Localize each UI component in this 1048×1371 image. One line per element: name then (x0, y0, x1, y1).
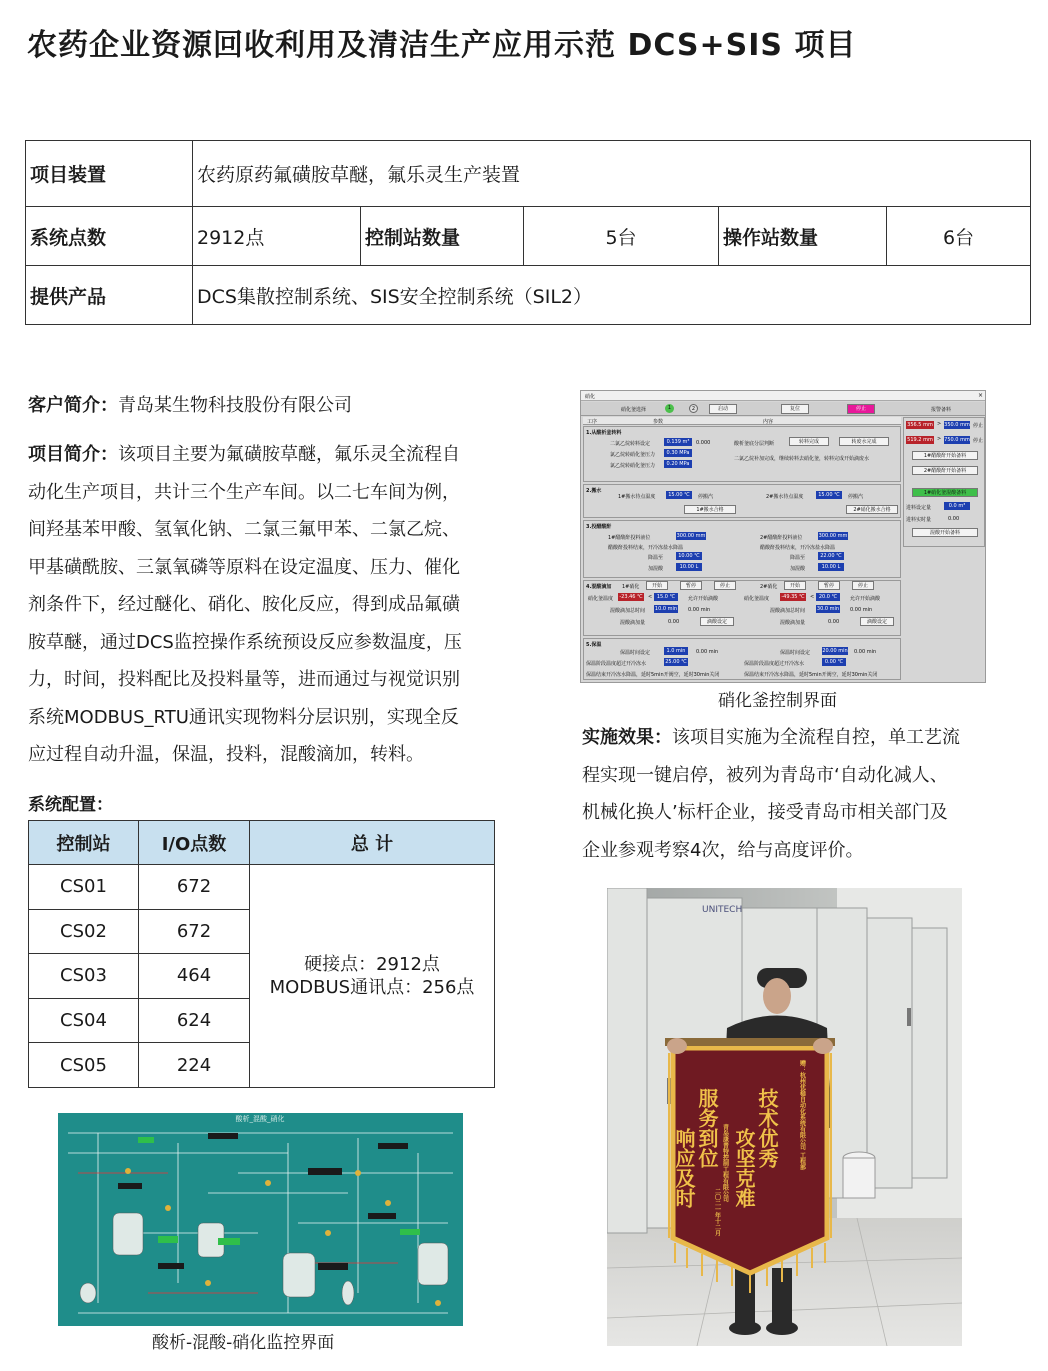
hmi-button[interactable]: 滴酸设定 (860, 617, 894, 626)
hmi-label: 停搬汽 (848, 494, 864, 500)
hmi-stop-button[interactable]: 停止 (714, 581, 736, 590)
hmi-reactor-2[interactable]: 2 (689, 404, 698, 413)
scada-title: 酸析_混酸_硝化 (235, 1115, 285, 1123)
hmi-value[interactable]: 0.0 m³ (944, 502, 970, 510)
hmi-value[interactable]: 10.0 min (654, 606, 678, 612)
hmi-label: 氯乙烷转硝化釜压力 (610, 463, 656, 469)
hmi-value[interactable]: 10.00 ℃ (676, 552, 702, 560)
hmi-stop-button[interactable]: 停止 (852, 581, 874, 590)
hmi-label: 加混酸 (790, 566, 806, 572)
project-line: 系统MODBUS_RTU通讯实现物料分层识别，实现全反 (28, 706, 459, 728)
hmi-section-water (583, 484, 901, 518)
hmi-label: < (810, 594, 815, 600)
hmi-start-button[interactable]: 开始 (646, 581, 668, 590)
io-cell: 464 (139, 954, 250, 999)
hmi-pause-button[interactable]: 暂停 (818, 581, 840, 590)
system-config-table (28, 820, 495, 1088)
project-line: 胺草醚，通过DCS监控操作系统预设反应参数温度，压 (28, 631, 462, 653)
table-row (29, 865, 495, 910)
hmi-label: 混酸滴加总时间 (770, 608, 806, 614)
hmi-side-panel (903, 417, 985, 547)
hmi-label: > (937, 436, 942, 442)
hmi-label: 酸析釜底分层判断 (734, 441, 775, 447)
hmi-section-anhydride (583, 520, 901, 578)
hmi-value[interactable]: 25.00 ℃ (665, 659, 687, 665)
hmi-button[interactable]: 2#醋酸酐开始备料 (912, 466, 978, 475)
hmi-status-label: 硝化釜选择 (621, 407, 647, 413)
hmi-label: 1#硝化 (622, 584, 640, 590)
io-cell: 224 (139, 1043, 250, 1088)
banner-from: 青岛康普特控制工程有限公司 (721, 1124, 729, 1202)
hmi-value[interactable]: 300.00 mm (676, 533, 706, 539)
hmi-value[interactable]: 20.00 min (822, 648, 848, 654)
hmi-reactor-1[interactable]: 1 (665, 404, 674, 413)
hmi-label: 氯乙烷转硝化釜压力 (610, 452, 656, 458)
hmi-value[interactable]: 20.0 ℃ (816, 593, 840, 601)
project-intro (28, 436, 498, 774)
hmi-caption: 硝化釜控制界面 (718, 691, 837, 711)
effect-label: 实施效果： (582, 727, 672, 748)
hmi-section-title: 3.投醋酸酐 (586, 524, 612, 530)
hmi-value: 0.00 min (854, 649, 877, 655)
banner-top: 赠：杭州优稳自动化系统有限公司 工程部 (798, 1060, 806, 1171)
hmi-reset-button[interactable]: 复位 (781, 404, 809, 414)
effect-line: 企业参观考察4次，给与高度评价。 (582, 839, 864, 861)
hmi-label: 1#醋酸酐投料液位 (608, 535, 651, 541)
hmi-col-param: 参数 (653, 419, 664, 425)
hmi-value[interactable]: 350.0 mm (944, 422, 970, 428)
project-info-table (25, 140, 1031, 325)
hmi-section-holding (583, 638, 901, 680)
io-cell: 624 (139, 998, 250, 1043)
hmi-stop-button[interactable]: 停止 (847, 404, 875, 414)
hmi-note: 保温结束开冷冻水降温，延时5min开阀空，延时30min关闭 (744, 672, 878, 678)
product-value: DCS集散控制系统、SIS安全控制系统（SIL2） (193, 266, 1031, 325)
hmi-section-title: 4.混酸滴加 (586, 584, 612, 590)
hmi-value[interactable]: 0.139 m³ (664, 438, 692, 446)
hmi-button[interactable]: 转料完成 (789, 437, 829, 446)
hmi-start-button[interactable]: 启动 (709, 404, 737, 414)
hmi-pause-button[interactable]: 暂停 (680, 581, 702, 590)
nitration-hmi-screenshot (580, 390, 986, 683)
hmi-button[interactable]: 1#醋酸酐开始备料 (912, 451, 978, 460)
hmi-label: 停止 (973, 423, 984, 429)
banner-line-1: 技术优秀 (755, 1088, 779, 1168)
client-value: 青岛某生物科技股份有限公司 (118, 395, 352, 416)
cabinet-brand: UNITECH (702, 905, 743, 915)
project-line: 甲基磺酰胺、三氯氧磷等原料在设定温度、压力、催化 (28, 556, 460, 578)
hmi-value: 0.00 (828, 619, 840, 625)
operator-station-value: 6台 (887, 207, 1031, 266)
total-cell (250, 865, 495, 1088)
hmi-col-step: 工序 (587, 419, 598, 425)
scada-diagram (58, 1113, 463, 1326)
hmi-value[interactable]: 15.0 ℃ (654, 593, 678, 601)
effect-line: 机械化换人’标杆企业，接受青岛市相关部门及 (582, 802, 948, 823)
effect-line: 程实现一键启停，被列为青岛市‘自动化减人、 (582, 764, 948, 786)
hmi-value: -49.35 ℃ (781, 594, 805, 600)
hmi-label: 允许开始滴酸 (850, 596, 881, 602)
scada-screenshot (58, 1113, 463, 1326)
station-cell: CS01 (29, 865, 139, 910)
hmi-value[interactable]: 300.00 mm (818, 533, 848, 539)
effect-section (582, 719, 1002, 869)
close-icon: × (977, 392, 983, 399)
hmi-label: 降温至 (648, 555, 664, 561)
station-cell: CS04 (29, 998, 139, 1043)
hmi-ready-label: 报警备料 (931, 407, 952, 413)
hmi-button[interactable]: 1#硝化釜混酸备料 (912, 488, 978, 497)
hmi-label: 允许开始滴酸 (688, 596, 719, 602)
hmi-label: 保温阶段温度超过开冷冻水 (586, 661, 647, 667)
hmi-label: 进料设定量 (906, 505, 932, 511)
hmi-label: 进料实时量 (906, 517, 932, 523)
hmi-section-title: 5.保温 (586, 642, 602, 648)
station-cell: CS05 (29, 1043, 139, 1088)
hmi-value: -23.46 ℃ (619, 594, 643, 600)
hmi-section-title: 2.搬水 (586, 488, 602, 494)
hmi-label: 混酸滴加总时间 (610, 608, 646, 614)
hmi-note: 醋酸酐投料结束，开冷冻盐水降温 (760, 545, 836, 551)
hmi-label: 加混酸 (648, 566, 664, 572)
banner-line-4: 响应及时 (672, 1128, 696, 1208)
hmi-value[interactable]: 1.0 min (664, 647, 688, 655)
product-label: 提供产品 (26, 266, 193, 325)
hmi-value: 0.000 (696, 440, 711, 446)
hmi-value[interactable]: 750.0 mm (944, 437, 970, 443)
hmi-label: 保温阶段温度超过开冷冻水 (744, 661, 805, 667)
hmi-value: 519.2 mm (907, 437, 933, 443)
hmi-button[interactable]: 1#搬水合格 (684, 505, 736, 514)
header-station: 控制站 (29, 821, 139, 865)
project-line: 该项目主要为氟磺胺草醚，氟乐灵全流程自 (118, 444, 460, 465)
project-label: 项目简介： (28, 444, 118, 465)
hmi-label: 降温至 (790, 555, 806, 561)
station-cell: CS02 (29, 909, 139, 954)
hmi-value[interactable]: 0.30 MPa (664, 449, 692, 457)
hmi-value[interactable]: 10.00 L (818, 563, 844, 571)
hmi-note: 二氯乙烷补加完成，继续转料去硝化釜，转料完成开始滴废水 (734, 456, 870, 462)
hmi-value[interactable]: 22.00 ℃ (818, 552, 844, 560)
hmi-note: 醋酸酐投料结束，开冷冻盐水降温 (608, 545, 684, 551)
client-label: 客户简介： (28, 395, 118, 416)
device-value: 农药原药氟磺胺草醚，氟乐灵生产装置 (193, 141, 1031, 207)
hmi-value: 0.00 (948, 516, 960, 522)
device-label: 项目装置 (26, 141, 193, 207)
hmi-value[interactable]: 0.00 ℃ (822, 658, 846, 666)
project-line: 间羟基苯甲酸、氢氧化钠、二氯三氟甲苯、二氯乙烷、 (28, 519, 460, 540)
banner-date: 二〇二一年十二月 (713, 1188, 721, 1236)
hmi-button[interactable]: 滴酸设定 (700, 617, 734, 626)
hmi-label: 二氯乙烷转料设定 (610, 441, 651, 447)
hmi-section-dropping (583, 580, 901, 636)
hmi-label: 混酸滴加量 (620, 620, 646, 626)
hmi-label: 停搬汽 (698, 494, 714, 500)
hmi-section-transfer (583, 426, 901, 482)
hmi-label: 停止 (973, 438, 984, 444)
hmi-label: 2#搬水待点温度 (766, 494, 804, 500)
hmi-value: 0.00 min (850, 607, 873, 613)
control-station-label: 控制站数量 (361, 207, 524, 266)
project-line: 剂条件下，经过醚化、硝化、胺化反应，得到成品氟磺 (28, 594, 460, 615)
operator-station-label: 操作站数量 (719, 207, 887, 266)
hmi-label: 硝化釜温度 (744, 596, 770, 602)
effect-line: 该项目实施为全流程自控，单工艺流 (672, 727, 960, 748)
hmi-note: 保温结束开冷冻水降温，延时5min开阀空，延时30min关闭 (586, 672, 720, 678)
hmi-value[interactable]: 15.00 ℃ (816, 491, 842, 499)
project-line: 应过程自动升温，保温，投料，混酸滴加，转料。 (28, 744, 424, 765)
hmi-button[interactable]: 混酸开始备料 (912, 528, 978, 537)
header-io: I/O点数 (139, 821, 250, 865)
hmi-value: 0.00 min (696, 649, 719, 655)
hmi-value[interactable]: 0.20 MPa (664, 460, 692, 468)
hmi-label: 保温时间设定 (620, 650, 651, 656)
hmi-label: 1#搬水待点温度 (618, 494, 656, 500)
project-line: 力，时间，投料配比及投料量等，进而通过与视觉识别 (28, 669, 460, 690)
hmi-col-content: 内容 (763, 419, 774, 425)
banner-line-3: 服务到位 (695, 1088, 719, 1168)
hmi-label: 2#硝化 (760, 584, 778, 590)
hmi-value: 356.5 mm (907, 422, 933, 428)
hmi-label: > (937, 421, 942, 427)
hmi-value[interactable]: 30.0 min (816, 606, 840, 612)
hmi-label: 硝化釜温度 (588, 596, 614, 602)
hmi-button[interactable]: 2#硝化搬水合格 (846, 505, 898, 514)
hmi-button[interactable]: 转废水完成 (839, 437, 889, 446)
station-cell: CS03 (29, 954, 139, 999)
banner-line-2: 攻坚克难 (732, 1128, 756, 1208)
project-line: 动化生产项目，共计三个生产车间。以二七车间为例， (28, 481, 460, 503)
system-config-label: 系统配置： (28, 795, 113, 815)
hmi-value[interactable]: 15.00 ℃ (666, 491, 692, 499)
award-photo-illustration (607, 888, 962, 1346)
hmi-label: 保温时间设定 (780, 650, 811, 656)
scada-caption: 酸析-混酸-硝化监控界面 (152, 1333, 335, 1353)
total-modbus: MODBUS通讯点：256点 (269, 976, 475, 998)
hmi-value: 0.00 min (688, 607, 711, 613)
header-total: 总 计 (250, 821, 495, 865)
points-label: 系统点数 (26, 207, 193, 266)
hmi-window-title: 硝化 (585, 394, 596, 400)
hmi-section-title: 1.从酸析釜转料 (586, 430, 622, 436)
hmi-value[interactable]: 10.00 L (676, 563, 702, 571)
io-cell: 672 (139, 865, 250, 910)
award-photo (607, 888, 962, 1346)
io-cell: 672 (139, 909, 250, 954)
client-intro (28, 387, 498, 425)
page-title: 农药企业资源回收利用及清洁生产应用示范 DCS+SIS 项目 (27, 28, 857, 63)
hmi-label: < (648, 594, 653, 600)
hmi-label: 混酸滴加量 (780, 620, 806, 626)
hmi-value: 0.00 (668, 619, 680, 625)
control-station-value: 5台 (524, 207, 719, 266)
hmi-start-button[interactable]: 开始 (784, 581, 806, 590)
total-hardwire: 硬接点：2912点 (304, 953, 440, 975)
hmi-label: 2#醋酸酐投料液位 (760, 535, 803, 541)
points-value: 2912点 (193, 207, 361, 266)
